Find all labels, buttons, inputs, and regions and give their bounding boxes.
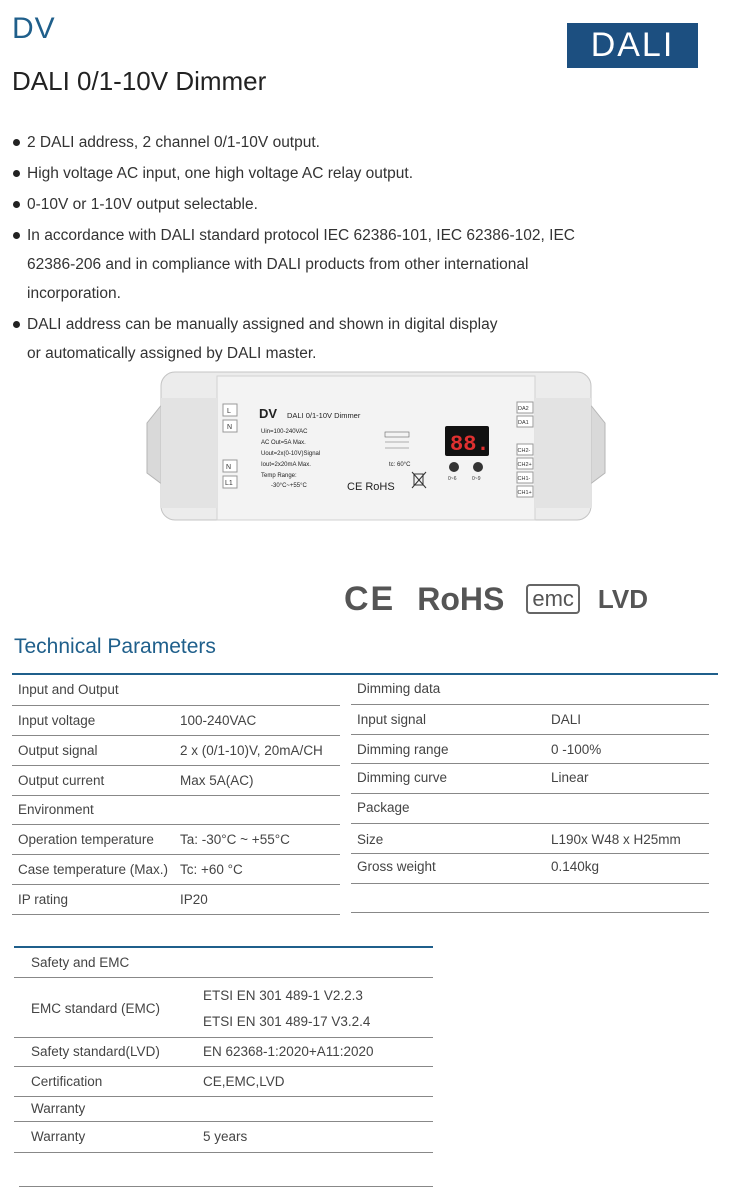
param-label: Input voltage	[18, 713, 96, 728]
device-rohs: CE RoHS	[347, 481, 395, 493]
lvd-logo: LVD	[597, 583, 648, 614]
param-value: Ta: -30°C ~ +55°C	[180, 832, 290, 847]
device-temp-range: -30°C~+55°C	[271, 483, 307, 489]
param-label: Output signal	[18, 743, 98, 758]
table-heading: Environment	[18, 802, 94, 817]
button-label: 0~9	[472, 476, 481, 482]
terminal-label: CH2-	[517, 448, 531, 454]
table-row	[14, 1038, 433, 1067]
param-value: CE,EMC,LVD	[203, 1074, 285, 1089]
param-value: ETSI EN 301 489-1 V2.2.3	[203, 988, 363, 1003]
device-name: DALI 0/1-10V Dimmer	[287, 411, 361, 420]
table-heading-row	[14, 946, 433, 978]
table-heading: Input and Output	[18, 682, 119, 697]
feature-item	[12, 128, 612, 157]
table-row	[12, 736, 340, 766]
terminal-label: L1	[225, 480, 233, 487]
param-label: EMC standard (EMC)	[31, 1001, 161, 1016]
emc-logo: emc	[526, 584, 580, 614]
table-heading-row	[12, 676, 340, 706]
bullet-icon	[13, 321, 20, 328]
table-row	[14, 1067, 433, 1097]
section-title: Technical Parameters	[14, 635, 216, 658]
table-heading-row	[12, 796, 340, 825]
certification-logos	[344, 580, 648, 618]
param-value: 5 years	[203, 1129, 248, 1144]
table-heading-row	[351, 676, 709, 705]
param-label: Warranty	[31, 1129, 86, 1144]
safety-warranty-table	[14, 946, 433, 1153]
param-value: Tc: +60 °C	[180, 862, 243, 877]
param-value: 100-240VAC	[180, 713, 257, 728]
table-row	[351, 705, 709, 735]
device-temp-label: Temp Range:	[261, 473, 297, 479]
table-row	[12, 855, 340, 885]
terminal-label: CH1+	[517, 490, 532, 496]
terminal-label: CH1-	[517, 476, 531, 482]
model-code: DV	[12, 12, 56, 45]
device-uin: Uin=100-240VAC	[261, 429, 308, 435]
param-label: Gross weight	[357, 859, 436, 874]
param-value: 0 -100%	[551, 742, 602, 757]
device-iout: Iout=2x20mA Max.	[261, 462, 311, 468]
table-row	[12, 825, 340, 855]
bottom-divider	[19, 1186, 433, 1187]
section-divider	[12, 673, 718, 675]
product-title: DALI 0/1-10V Dimmer	[12, 66, 267, 96]
device-uout: Uout=2x(0-10V)Signal	[261, 451, 321, 457]
terminal-label: N	[226, 464, 232, 471]
param-label: Size	[357, 832, 384, 847]
feature-list	[12, 128, 612, 370]
table-row	[12, 706, 340, 736]
feature-item	[12, 159, 612, 188]
terminal-label: L	[227, 408, 231, 415]
param-value: L190x W48 x H25mm	[551, 832, 681, 847]
param-value: DALI	[551, 712, 582, 727]
dali-brand-badge: DALI	[567, 23, 698, 68]
table-row	[351, 854, 709, 884]
param-value: IP20	[180, 892, 208, 907]
table-row	[14, 1122, 433, 1153]
device-model: DV	[259, 406, 278, 421]
param-value: Linear	[551, 770, 589, 785]
table-heading-row	[351, 794, 709, 824]
input-output-table	[12, 676, 340, 915]
param-value: 2 x (0/1-10)V, 20mA/CH	[180, 743, 323, 758]
param-label: Input signal	[357, 712, 427, 727]
table-heading: Dimming data	[357, 681, 441, 696]
table-row	[12, 885, 340, 915]
table-row	[351, 824, 709, 854]
param-label: Case temperature (Max.)	[18, 862, 169, 877]
device-ac-out: AC Out=5A Max.	[261, 440, 306, 446]
feature-item	[12, 190, 612, 219]
param-label: IP rating	[18, 892, 69, 907]
param-value: Max 5A(AC)	[180, 773, 254, 788]
table-heading: Package	[357, 800, 410, 815]
rohs-logo: RoHS	[417, 580, 505, 617]
table-row	[351, 764, 709, 794]
address-button-right[interactable]	[473, 462, 483, 472]
table-heading: Safety and EMC	[31, 955, 130, 970]
table-row	[351, 735, 709, 764]
param-label: Operation temperature	[18, 832, 154, 847]
table-row	[12, 766, 340, 796]
param-value: ETSI EN 301 489-17 V3.2.4	[203, 1014, 371, 1029]
led-digits: 88.	[450, 432, 490, 457]
param-label: Output current	[18, 773, 105, 788]
button-label: 0~6	[448, 476, 457, 482]
table-row-empty	[351, 884, 709, 913]
table-row	[14, 978, 433, 1038]
param-label: Dimming curve	[357, 770, 448, 785]
terminal-label: N	[227, 424, 233, 431]
feature-text: DALI address can be manually assigned and shown in digital display or automatically assigned by DALI master.	[27, 316, 498, 362]
bullet-icon	[13, 201, 20, 208]
bullet-icon	[13, 232, 20, 239]
device-image	[137, 368, 615, 526]
bullet-icon	[13, 170, 20, 177]
bullet-icon	[13, 139, 20, 146]
address-button-left[interactable]	[449, 462, 459, 472]
terminal-label: CH2+	[517, 462, 532, 468]
feature-item	[12, 310, 512, 368]
feature-text: 2 DALI address, 2 channel 0/1-10V output.	[27, 134, 320, 151]
feature-item	[12, 221, 577, 308]
terminal-label: DA1	[518, 420, 529, 426]
terminal-label: DA2	[518, 406, 529, 412]
feature-text: High voltage AC input, one high voltage AC relay output.	[27, 165, 414, 182]
param-label: Certification	[31, 1074, 103, 1089]
ce-logo: CE	[344, 579, 396, 618]
param-value: 0.140kg	[551, 859, 600, 874]
param-value: EN 62368-1:2020+A11:2020	[203, 1044, 374, 1059]
table-heading: Warranty	[31, 1101, 86, 1116]
feature-text: In accordance with DALI standard protocol IEC 62386-101, IEC 62386-102, IEC 62386-206 and in compliance with DALI products from other international incorporation.	[27, 227, 575, 302]
feature-text: 0-10V or 1-10V output selectable.	[27, 196, 258, 213]
dimming-package-table	[351, 676, 709, 913]
table-heading-row	[14, 1097, 433, 1122]
param-label: Dimming range	[357, 742, 449, 757]
device-tc: tc: 60°C	[389, 462, 411, 468]
param-label: Safety standard(LVD)	[31, 1044, 160, 1059]
